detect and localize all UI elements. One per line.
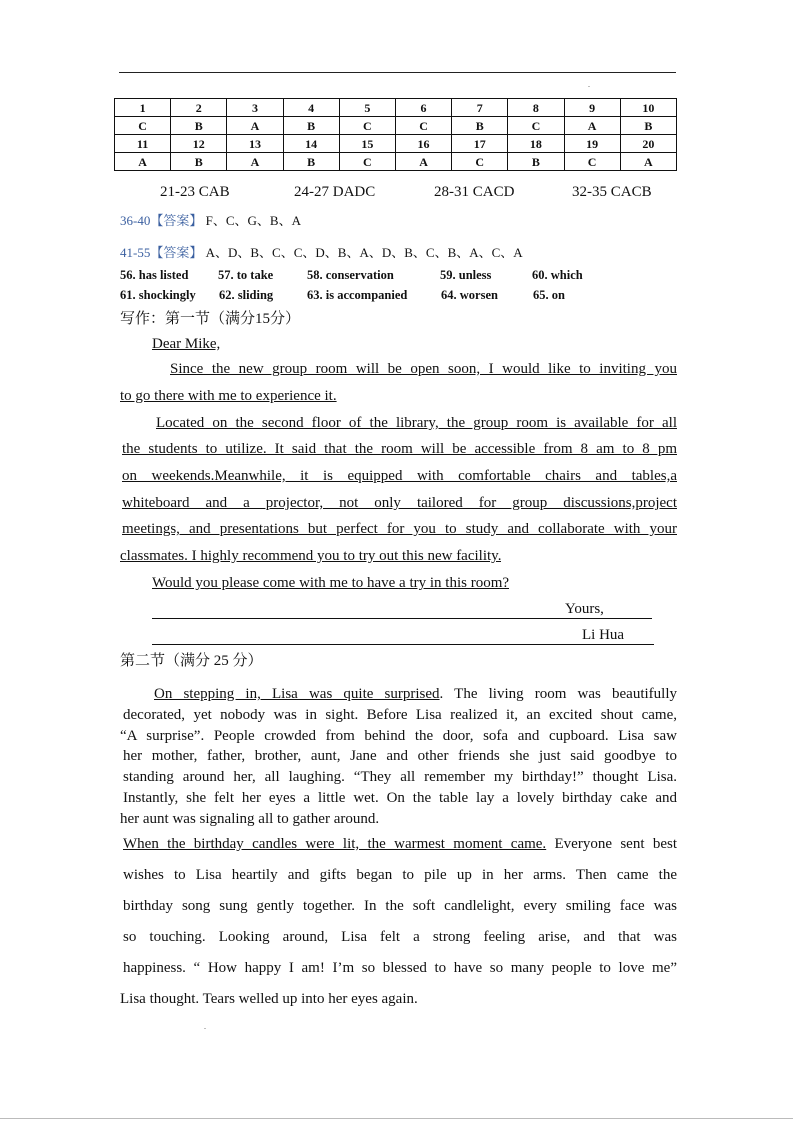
answer-table-cell: 4 <box>283 99 339 117</box>
letter-line: the students to utilize. It said that the room will be accessible from 8 am to 8 pm <box>122 441 677 457</box>
answer-table-cell: B <box>452 117 508 135</box>
group-28-31: 28-31 CACD <box>434 184 515 200</box>
story-line: decorated, yet nobody was in sight. Before Lisa realized it, an excited shout came, <box>123 706 677 723</box>
letter-salutation: Dear Mike, <box>152 336 221 352</box>
letter-line: whiteboard and a projector, not only tailored for group discussions,project <box>122 495 677 511</box>
answer-table-row <box>115 117 677 135</box>
answer-table-row <box>115 153 677 171</box>
answer-table-cell: 9 <box>564 99 620 117</box>
answer-table-cell: 19 <box>564 135 620 153</box>
answer-table-cell: A <box>227 117 283 135</box>
answer-table-cell: 3 <box>227 99 283 117</box>
story-line: her aunt was signaling all to gather around. <box>120 810 380 827</box>
answer-table-row <box>115 135 677 153</box>
story-line: When the birthday candles were lit, the warmest moment came. Everyone sent best <box>123 836 677 852</box>
letter-line: meetings, and presentations but perfect for you to study and collaborate with your <box>122 521 677 537</box>
footer-rule <box>0 1118 793 1119</box>
header-rule <box>119 72 676 73</box>
answer-table-cell: 7 <box>452 99 508 117</box>
answer-table-cell: A <box>620 153 676 171</box>
answer-table-cell: C <box>564 153 620 171</box>
fill-answers-row-2: 61. shockingly 62. sliding 63. is accompanied 64. worsen 65. on <box>120 288 565 302</box>
answer-table-cell: 20 <box>620 135 676 153</box>
decorative-dot: . <box>204 1022 206 1031</box>
letter-line: to go there with me to experience it. <box>120 388 337 404</box>
answer-table-cell: 1 <box>115 99 171 117</box>
answer-table-cell: B <box>171 117 227 135</box>
letter-closing-line <box>152 601 652 619</box>
letter-line: classmates. I highly recommend you to try out this new facility. <box>120 548 502 564</box>
answer-table <box>114 98 677 171</box>
answer-table-cell: 13 <box>227 135 283 153</box>
answer-41-55: 41-55【答案】 A、D、B、C、C、D、B、A、D、B、C、B、A、C、A <box>120 245 523 260</box>
answer-table-cell: 15 <box>339 135 395 153</box>
answer-table-cell: 6 <box>395 99 451 117</box>
answer-table-cell: C <box>115 117 171 135</box>
letter-line: Would you please come with me to have a try in this room? <box>152 575 510 591</box>
story-line: standing around her, all laughing. “They all remember my birthday!” thought Lisa. <box>123 769 677 786</box>
answer-table-cell: 18 <box>508 135 564 153</box>
fill-answers-row-1: 56. has listed 57. to take 58. conservation 59. unless 60. which <box>120 268 583 282</box>
answer-table-cell: C <box>339 153 395 171</box>
answer-table-cell: 10 <box>620 99 676 117</box>
answer-groups <box>120 184 680 206</box>
answer-table-cell: A <box>395 153 451 171</box>
answer-table-cell: 8 <box>508 99 564 117</box>
answer-table-cell: 17 <box>452 135 508 153</box>
answer-table-cell: C <box>395 117 451 135</box>
group-32-35: 32-35 CACB <box>572 184 652 200</box>
letter-line: Located on the second floor of the library, the group room is available for all <box>156 415 677 431</box>
answer-table-cell: C <box>339 117 395 135</box>
decorative-dot: . <box>588 80 590 89</box>
answer-table-cell: B <box>171 153 227 171</box>
story-line: On stepping in, Lisa was quite surprised. The living room was beautifully <box>154 686 678 702</box>
answer-table-cell: A <box>227 153 283 171</box>
writing-section-2-heading: 第二节（满分 25 分） <box>120 653 263 669</box>
answer-table-cell: 5 <box>339 99 395 117</box>
answer-table-cell: 16 <box>395 135 451 153</box>
answer-table-cell: 12 <box>171 135 227 153</box>
story-line: Instantly, she felt her eyes a little wet. On the table lay a lovely birthday cake and <box>123 789 677 806</box>
answer-table-cell: C <box>452 153 508 171</box>
letter-line: Since the new group room will be open soon, I would like to inviting you <box>170 361 677 377</box>
letter-signature-line <box>152 627 654 645</box>
story-paragraph-1 <box>120 684 677 830</box>
letter-line: on weekends.Meanwhile, it is equipped with comfortable chairs and tables,a <box>122 468 677 484</box>
answer-table-cell: A <box>564 117 620 135</box>
story-line: so touching. Looking around, Lisa felt a strong feeling arise, and that was <box>123 929 677 945</box>
story-line: “A surprise”. People crowded from behind the door, sofa and cupboard. Lisa saw <box>120 727 677 744</box>
answer-table-cell: B <box>508 153 564 171</box>
answer-table-cell: 14 <box>283 135 339 153</box>
story-line: her mother, father, brother, aunt, Jane and other friends she just said goodbye to <box>123 748 677 765</box>
story-line: happiness. “ How happy I am! I’m so blessed to have so many people to love me” <box>123 960 677 976</box>
answer-table-cell: 2 <box>171 99 227 117</box>
group-24-27: 24-27 DADC <box>294 184 376 200</box>
answer-36-40: 36-40【答案】 F、C、G、B、A <box>120 213 301 228</box>
group-21-23: 21-23 CAB <box>160 184 230 200</box>
answer-table-row <box>115 99 677 117</box>
story-line: birthday song sung gently together. In the soft candlelight, every smiling face was <box>123 898 677 914</box>
story-paragraph-2 <box>120 829 677 1015</box>
answer-table-cell: A <box>115 153 171 171</box>
story-line: wishes to Lisa heartily and gifts began to pile up in her arms. Then came the <box>123 867 677 883</box>
story-line: Lisa thought. Tears welled up into her eyes again. <box>120 991 418 1007</box>
answer-table-cell: B <box>620 117 676 135</box>
answer-table-cell: C <box>508 117 564 135</box>
answer-table-cell: 11 <box>115 135 171 153</box>
writing-section-1-heading: 写作：第一节（满分15分） <box>120 311 301 327</box>
answer-table-cell: B <box>283 117 339 135</box>
answer-table-cell: B <box>283 153 339 171</box>
letter-closing: Yours, <box>565 601 604 617</box>
letter-signature: Li Hua <box>582 627 625 643</box>
